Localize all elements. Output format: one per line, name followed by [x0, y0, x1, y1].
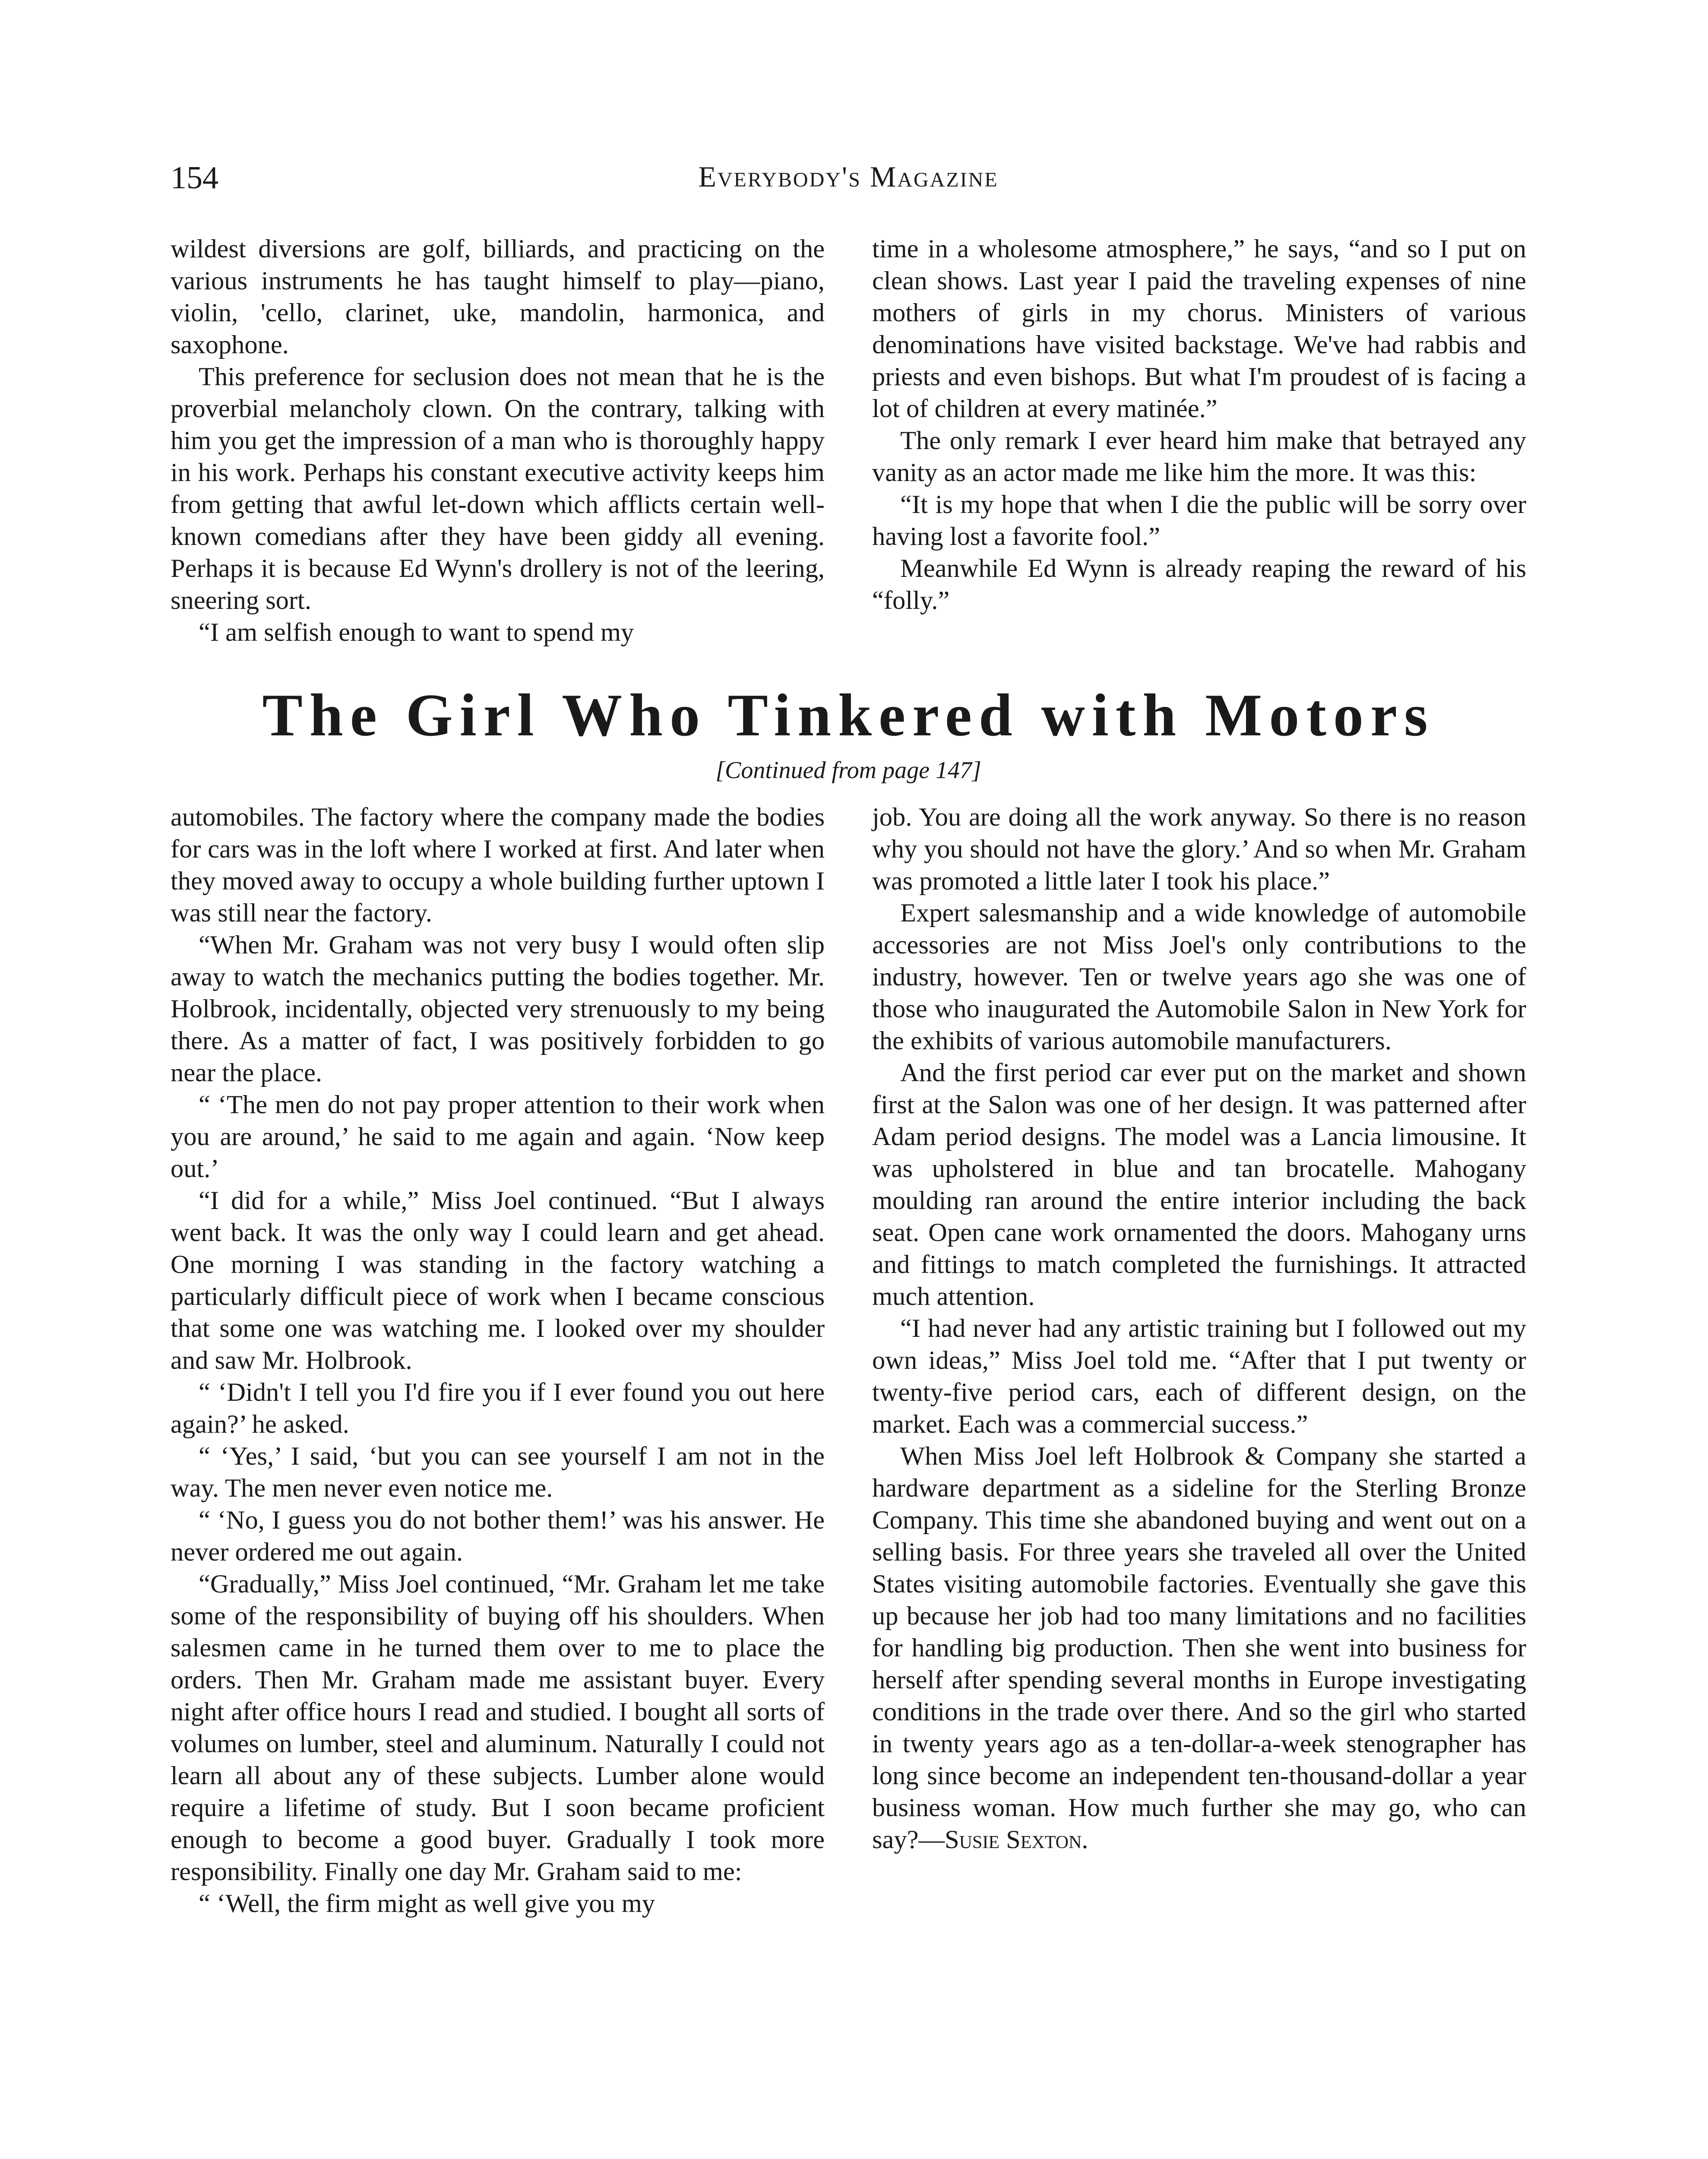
paragraph: automobiles. The factory where the company made the bodies for cars was in the loft where I worked at first. And later when they moved away to occupy a whole building further uptown I was still near the factory. [171, 803, 825, 928]
paragraph: “I had never had any artistic training but I followed out my own ideas,” Miss Joel told me. “After that I put twenty or twenty-five period cars, each of different design, on the market. Each was a commercial success.” [872, 1314, 1526, 1439]
paragraph: wildest diversions are golf, billiards, and practicing on the various instruments he has taught himself to play—piano, violin, 'cello, clarinet, uke, mandolin, harmonica, and saxophone. [171, 234, 825, 359]
top-left-column [171, 233, 825, 649]
paragraph: “I am selfish enough to want to spend my [199, 618, 634, 647]
continued-note [171, 757, 1526, 784]
paragraph: The only remark I ever heard him make that betrayed any vanity as an actor made me like him the more. It was this: [872, 426, 1526, 487]
paragraph: “Gradually,” Miss Joel continued, “Mr. Graham let me take some of the responsibility of buying off his shoulders. When salesmen came in he turned them over to me to place the orders. Then Mr. Graham made me assistant buyer. Every night after office hours I read and studied. I bought all sorts of volumes on lumber, steel and aluminum. Naturally I could not learn all about any of these subjects. Lumber alone would require a lifetime of study. But I soon became proficient enough to become a good buyer. Gradually I took more responsibility. Finally one day Mr. Graham said to me: [171, 1570, 825, 1886]
running-head [171, 160, 1526, 207]
paragraph: And the first period car ever put on the market and shown first at the Salon was one of her design. It was patterned after Adam period designs. The model was a Lancia limousine. It was upholstered in blue and tan brocatelle. Mahogany moulding ran around the entire interior including the back seat. Open cane work ornamented the doors. Mahogany urns and fittings to match completed the furnishings. It attracted much attention. [872, 1058, 1526, 1311]
paragraph: “I did for a while,” Miss Joel continued. “But I always went back. It was the only way I could learn and get ahead. One morning I was standing in the factory watching a particularly difficult piece of work when I became conscious that some one was watching me. I looked over my shoulder and saw Mr. Holbrook. [171, 1186, 825, 1375]
paragraph: “It is my hope that when I die the public will be sorry over having lost a favorite fool.” [872, 490, 1526, 551]
paragraph: Meanwhile Ed Wynn is already reaping the reward of his “folly.” [872, 554, 1526, 615]
paragraph: “When Mr. Graham was not very busy I would often slip away to watch the mechanics putting the bodies together. Mr. Holbrook, incidentally, objected very strenuously to my being there. As a matter of fact, I was positively forbidden to go near the place. [171, 931, 825, 1087]
paragraph: “ ‘Yes,’ I said, ‘but you can see yourself I am not in the way. The men never even notice me. [171, 1442, 825, 1503]
paragraph: “ ‘Well, the firm might as well give you my [199, 1889, 655, 1918]
magazine-title: Everybody's Magazine [698, 160, 999, 193]
paragraph: This preference for seclusion does not mean that he is the proverbial melancholy clown. On the contrary, talking with him you get the impression of a man who is thoroughly happy in his work. Perhaps his constant executive activity keeps him from getting that awful let-down which afflicts certain well-known comedians after they have been giddy all evening. Perhaps it is because Ed Wynn's drollery is not of the leering, sneering sort. [171, 362, 825, 615]
story-right-column [872, 801, 1526, 1920]
story-columns [171, 801, 1526, 1920]
continued-note-text: [Continued from page 147] [715, 757, 981, 784]
paragraph-text: When Miss Joel left Holbrook & Company she started a hardware department as a sideline for the Sterling Bronze Company. This time she abandoned buying and went out on a selling basis. For three years she traveled all over the United States visiting automobile factories. Eventually she gave this up because her job had too many limitations and no facilities for handling big production. Then she went into business for herself after spending several months in Europe investigating conditions in the trade over there. And so the girl who started in twenty years ago as a ten-dollar-a-week stenographer has long since become an independent ten-thousand-dollar a year business woman. How much further she may go, who can say?— [872, 1442, 1526, 1854]
paragraph: “ ‘The men do not pay proper attention to their work when you are around,’ he said to me again and again. ‘Now keep out.’ [171, 1090, 825, 1183]
paragraph: Expert salesmanship and a wide knowledge of automobile accessories are not Miss Joel's only contributions to the industry, however. Ten or twelve years ago she was one of those who inaugurated the Automobile Salon in New York for the exhibits of various automobile manufacturers. [872, 899, 1526, 1055]
story-left-column [171, 801, 825, 1920]
magazine-page [171, 160, 1526, 2159]
page-number: 154 [171, 160, 218, 196]
story-title: The Girl Who Tinkered with Motors [262, 682, 1435, 749]
paragraph: job. You are doing all the work anyway. So there is no reason why you should not have the glory.’ And so when Mr. Graham was promoted a little later I took his place.” [872, 803, 1526, 896]
paragraph: “ ‘No, I guess you do not bother them!’ was his answer. He never ordered me out again. [171, 1506, 825, 1567]
author-signature: Susie Sexton. [945, 1825, 1088, 1854]
top-right-column [872, 233, 1526, 649]
paragraph: “ ‘Didn't I tell you I'd fire you if I ever found you out here again?’ he asked. [171, 1378, 825, 1439]
top-article-columns [171, 233, 1526, 649]
paragraph: time in a wholesome atmosphere,” he says, “and so I put on clean shows. Last year I paid the traveling expenses of nine mothers of girls in my chorus. Ministers of various denominations have visited backstage. We've had rabbis and priests and even bishops. But what I'm proudest of is facing a lot of children at every matinée.” [872, 234, 1526, 423]
final-paragraph [872, 1440, 1526, 1856]
